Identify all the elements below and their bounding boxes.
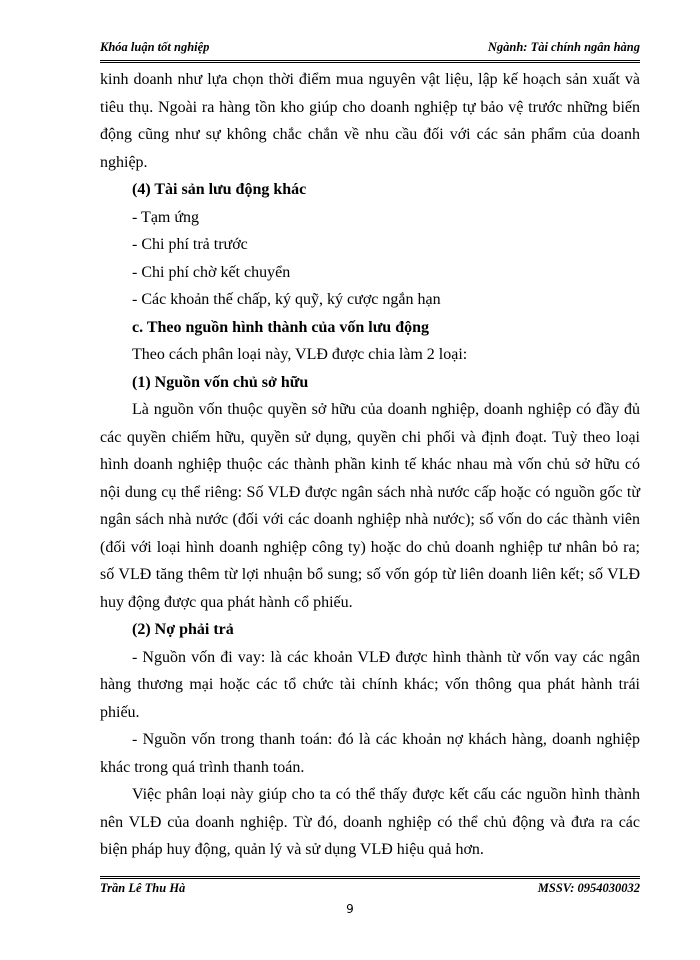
- footer-divider: [100, 876, 640, 877]
- heading-liabilities: (2) Nợ phải trả: [132, 621, 234, 638]
- heading-owner-equity: (1) Nguồn vốn chủ sở hữu: [132, 373, 309, 391]
- page-body: [100, 66, 640, 864]
- list-item-advances: - Tạm ứng: [132, 208, 200, 226]
- heading-by-funding-source: c. Theo nguồn hình thành của vốn lưu động: [132, 318, 429, 336]
- footer-author-name: Trần Lê Thu Hà: [100, 881, 186, 895]
- paragraph-payment-capital: - Nguồn vốn trong thanh toán: đó là các khoản nợ khách hàng, doanh nghiệp khác trong quá trình thanh toán.: [100, 731, 640, 776]
- header-divider: [100, 60, 640, 61]
- header-divider-second: [100, 62, 640, 63]
- footer-divider-second: [100, 878, 640, 879]
- paragraph-borrowed-capital: - Nguồn vốn đi vay: là các khoản VLĐ được hình thành từ vốn vay các ngân hàng thương mại hoặc các tổ chức tài chính khác; vốn thông qua phát hành trái phiếu.: [100, 648, 640, 721]
- list-item-prepaid-expenses: - Chi phí trả trước: [132, 236, 248, 253]
- header-thesis-label: Khóa luận tốt nghiệp: [100, 40, 210, 54]
- page-header: [100, 40, 640, 58]
- list-item-deferred-expenses: - Chi phí chờ kết chuyển: [132, 263, 291, 281]
- paragraph-conclusion: Việc phân loại này giúp cho ta có thể thấy được kết cấu các nguồn hình thành nên VLĐ của doanh nghiệp. Từ đó, doanh nghiệp có thể chủ động và đưa ra các biện pháp huy động, quản lý và sử dụng VLĐ hiệu quả hơn.: [100, 786, 640, 858]
- footer-student-id: MSSV: 0954030032: [537, 881, 640, 895]
- header-major-label: Ngành: Tài chính ngân hàng: [487, 40, 640, 54]
- page-number: 9: [346, 902, 354, 916]
- heading-other-current-assets: (4) Tài sản lưu động khác: [132, 181, 307, 198]
- page-footer: [100, 881, 640, 899]
- paragraph-classification-intro: Theo cách phân loại này, VLĐ được chia làm 2 loại:: [132, 346, 468, 363]
- paragraph-owner-equity: Là nguồn vốn thuộc quyền sở hữu của doanh nghiệp, doanh nghiệp có đầy đủ các quyền chiếm hữu, quyền sử dụng, quyền chi phối và định đoạt. Tuỳ theo loại hình doanh nghiệp thuộc các thành phần kinh tế khác nhau mà vốn chủ sở hữu có nội dung cụ thể riêng: Số VLĐ được ngân sách nhà nước cấp hoặc có nguồn gốc từ ngân sách nhà nước (đối với các doanh nghiệp nhà nước); số vốn do các thành viên (đối với loại hình doanh nghiệp công ty) hoặc do chủ doanh nghiệp tư nhân bỏ ra; số VLĐ tăng thêm từ lợi nhuận bổ sung; số vốn góp từ liên doanh liên kết; số VLĐ huy động được qua phát hành cổ phiếu.: [100, 401, 640, 611]
- list-item-deposits: - Các khoản thế chấp, ký quỹ, ký cược ngắn hạn: [132, 291, 441, 308]
- paragraph-inventory-continuation: kinh doanh như lựa chọn thời điểm mua nguyên vật liệu, lập kế hoạch sản xuất và tiêu thụ. Ngoài ra hàng tồn kho giúp cho doanh nghiệp tự bảo vệ trước những biến động cũng như sự không chắc chắn về nhu cầu đối với các sản phẩm của doanh nghiệp.: [100, 71, 640, 171]
